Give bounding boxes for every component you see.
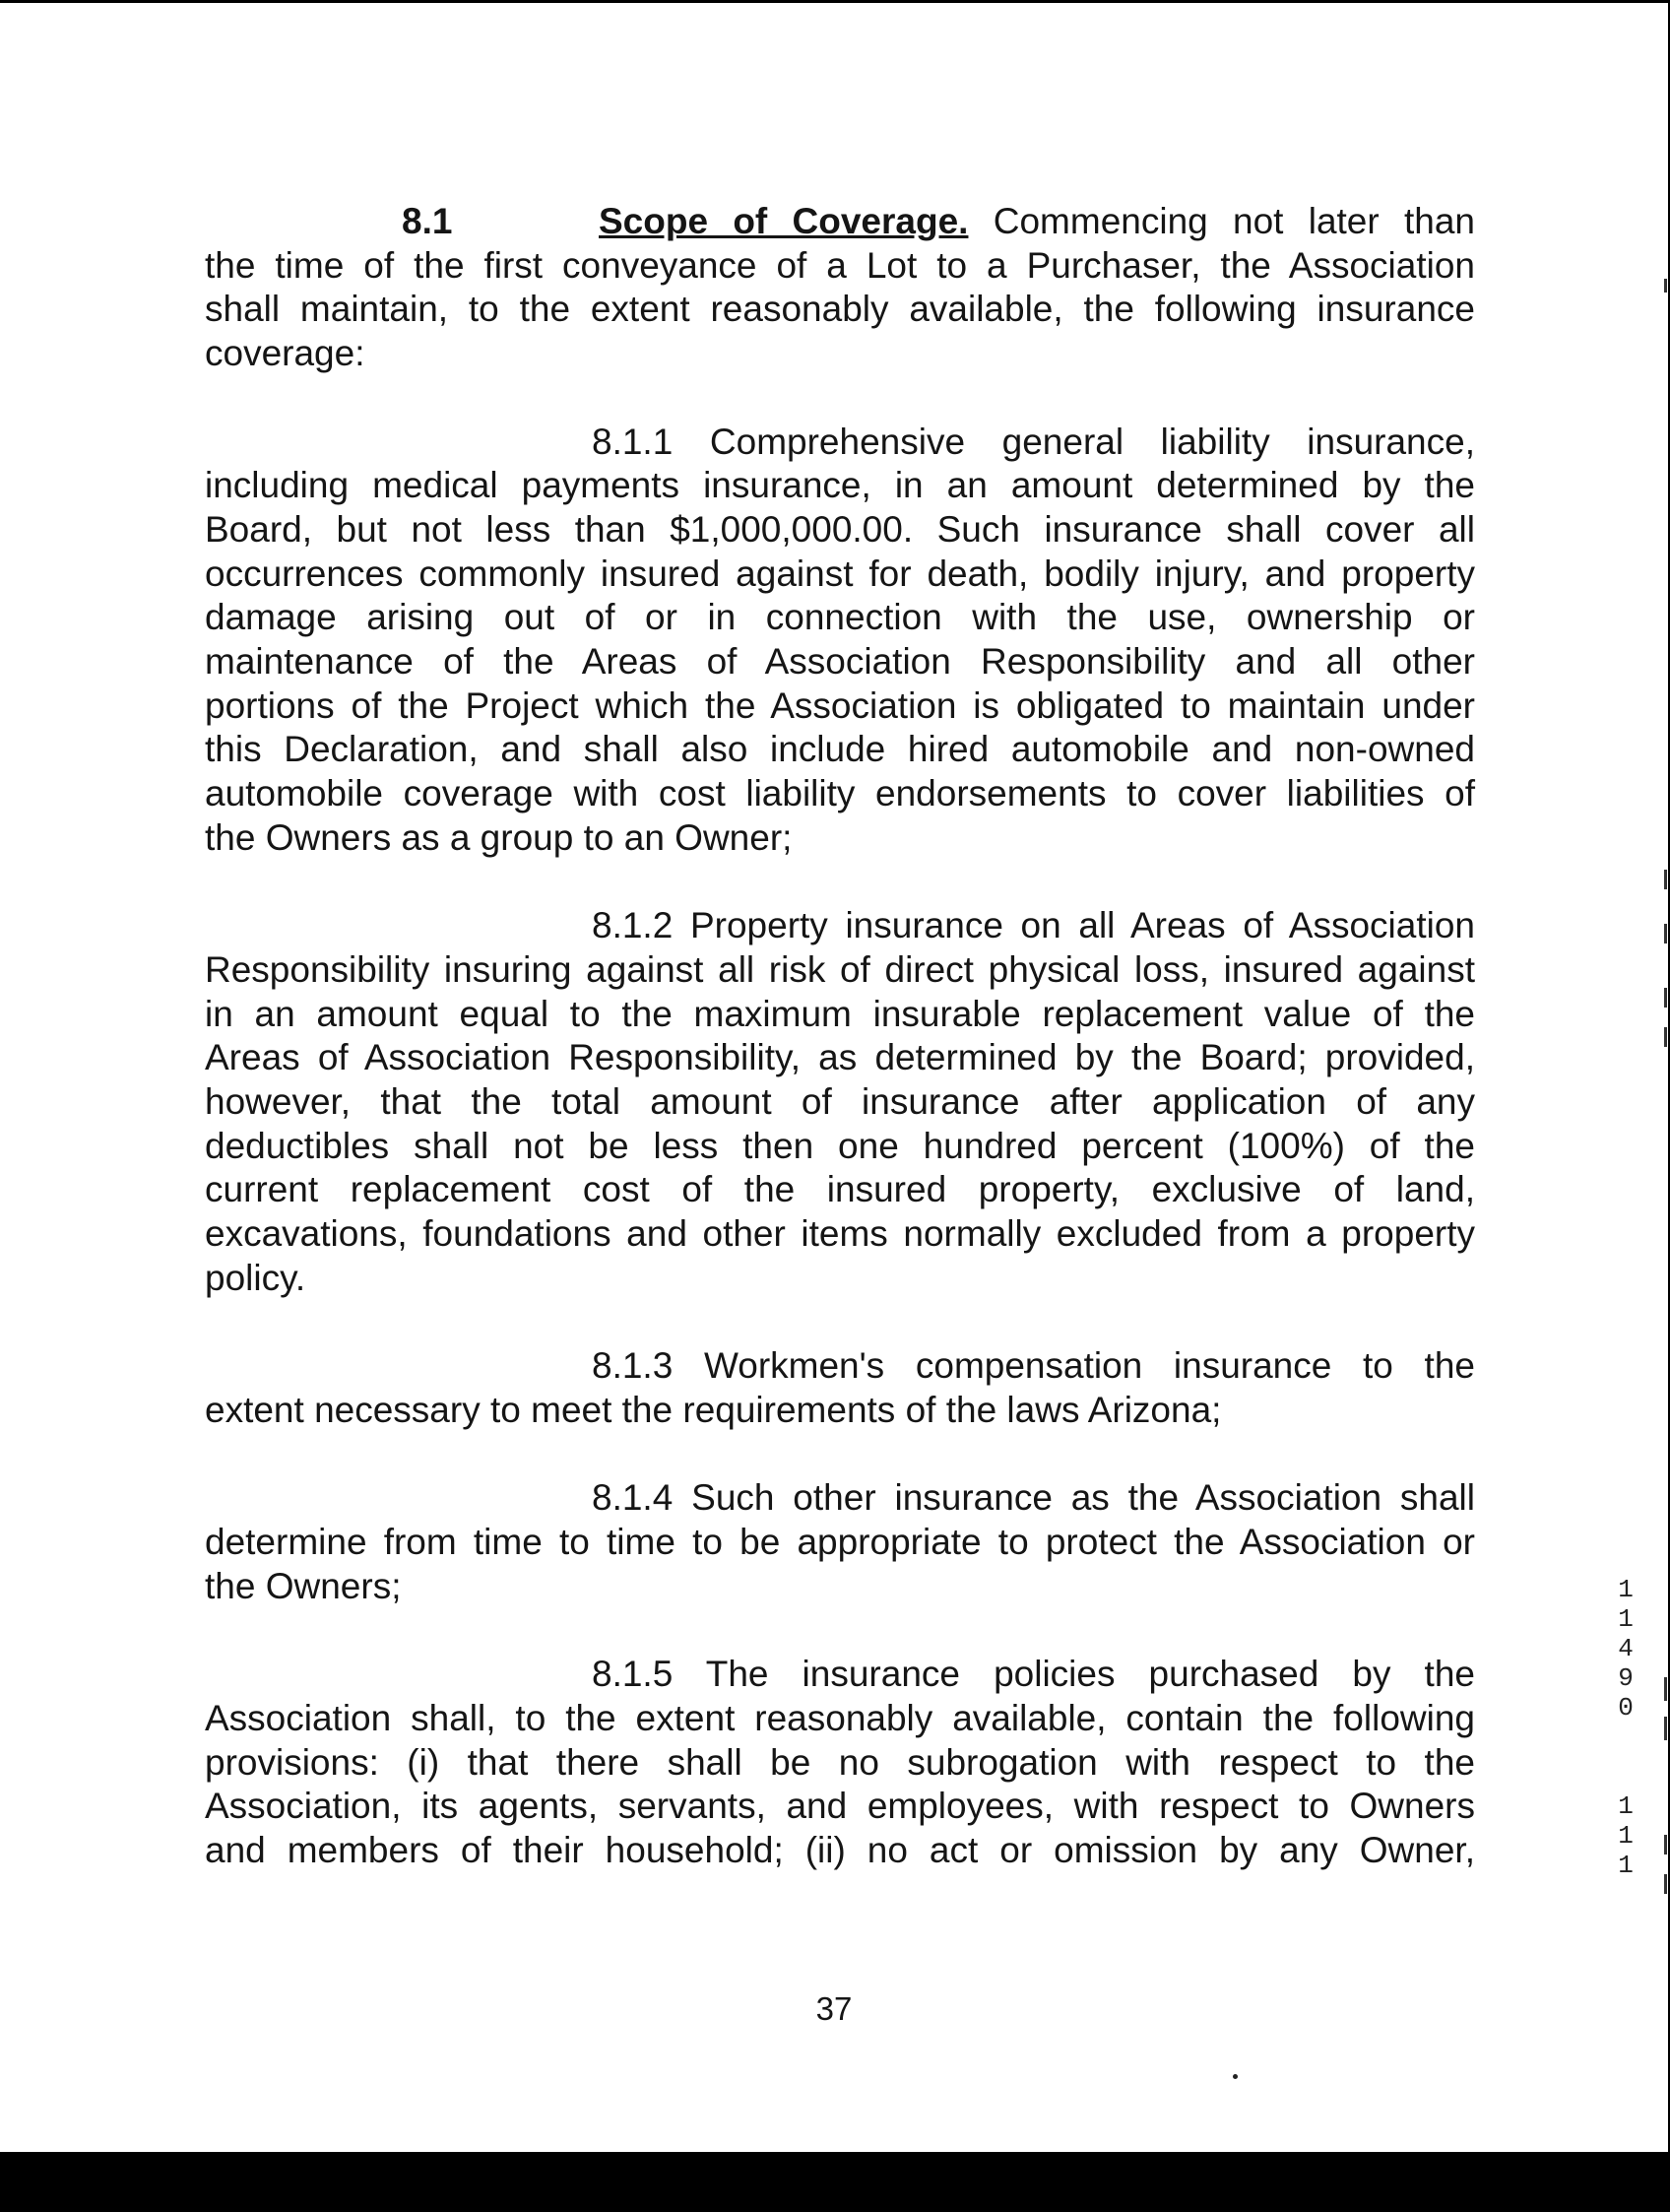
section-heading: Scope of Coverage. xyxy=(599,201,969,241)
text-line: provisions: (i) that there shall be no subrogation with respect to the xyxy=(205,1741,1475,1783)
stamp-digit: 1 xyxy=(1618,1791,1634,1821)
text-line: Association, its agents, servants, and employees, with respect to Owners xyxy=(205,1786,1475,1827)
text-line: Association shall, to the extent reasonably available, contain the following xyxy=(205,1697,1475,1738)
text-line: damage arising out of or in connection with the use, ownership or xyxy=(205,597,1475,638)
stamp-digit: 1 xyxy=(1618,1821,1634,1851)
document-page xyxy=(0,3,1668,2152)
scan-speck xyxy=(1233,2074,1238,2079)
text-line: the time of the first conveyance of a Lot to a Purchaser, the Association xyxy=(205,244,1475,286)
stamp-digit: 9 xyxy=(1618,1663,1634,1693)
text-line: Responsibility insuring against all risk of direct physical loss, insured against xyxy=(205,948,1475,990)
text-line: policy. xyxy=(205,1257,306,1298)
stamp-digit: 0 xyxy=(1618,1693,1634,1723)
text-line: including medical payments insurance, in an amount determined by the xyxy=(205,465,1475,506)
text-line: current replacement cost of the insured property, exclusive of land, xyxy=(205,1169,1475,1210)
scan-edge-mark xyxy=(1664,1677,1667,1701)
body-text xyxy=(205,200,1475,1873)
item-number: 8.1.1 xyxy=(592,421,674,462)
item-8-1-4: 8.1.4 Such other insurance as the Association shall determine from time to time to be appropriate to protect the Association or the Owners; xyxy=(205,1476,1475,1608)
stamp-digit: 4 xyxy=(1618,1634,1634,1663)
item-8-1-5: 8.1.5 The insurance policies purchased by the Association shall, to the extent reasonably available, contain the following provisions: (i) that there shall be no subrogation with respect to the Association, its agents, servants, and employees, with respect to Owners and members of their household; (ii) no act or omission by any Owner, xyxy=(205,1653,1475,1873)
text-line: maintenance of the Areas of Association Responsibility and all other xyxy=(205,641,1475,683)
scan-edge-mark xyxy=(1664,1717,1667,1740)
text-line: however, that the total amount of insurance after application of any xyxy=(205,1081,1475,1123)
scan-edge-mark xyxy=(1664,1027,1667,1047)
text-line: and members of their household; (ii) no act or omission by any Owner, xyxy=(205,1829,1475,1870)
scan-edge-mark xyxy=(1664,924,1667,943)
item-number: 8.1.5 xyxy=(592,1654,674,1695)
item-8-1-2: 8.1.2 Property insurance on all Areas of Association Responsibility insuring against all risk of direct physical loss, insured against in an amount equal to the maximum insurable replacement value of the Areas of Association Responsibility, as determined by the Board; provided, however, that the total amount of insurance after application of any deductibles shall not be less then one hundred percent (100%) of the current replacement cost of the insured property, exclusive of land, excavations, foundations and other items normally excluded from a property policy. xyxy=(205,904,1475,1300)
text-line: automobile coverage with cost liability endorsements to cover liabilities of xyxy=(205,773,1475,814)
text-line: Board, but not less than $1,000,000.00. Such insurance shall cover all xyxy=(205,508,1475,550)
text-line: excavations, foundations and other items normally excluded from a property xyxy=(205,1213,1475,1255)
section-8-1 xyxy=(205,200,1475,376)
item-number: 8.1.2 xyxy=(592,905,674,946)
stamp-digit: 1 xyxy=(1618,1851,1634,1880)
margin-stamp xyxy=(1611,1575,1640,1880)
text-line: determine from time to time to be appropriate to protect the Association or xyxy=(205,1522,1475,1563)
item-number: 8.1.3 xyxy=(592,1345,674,1387)
item-number: 8.1.4 xyxy=(592,1477,674,1519)
text-line: extent necessary to meet the requirements of the laws Arizona; xyxy=(205,1389,1222,1430)
stamp-digit: 1 xyxy=(1618,1575,1634,1604)
text-line: in an amount equal to the maximum insurable replacement value of the xyxy=(205,993,1475,1034)
text-line: the Owners; xyxy=(205,1565,402,1606)
text-line: this Declaration, and shall also include hired automobile and non-owned xyxy=(205,729,1475,770)
stamp-digit: 1 xyxy=(1618,1604,1634,1634)
scan-edge-mark xyxy=(1664,1835,1667,1854)
scan-edge-mark xyxy=(1664,988,1667,1008)
text-line: portions of the Project which the Association is obligated to maintain under xyxy=(205,684,1475,726)
section-number: 8.1 xyxy=(402,201,453,241)
text-line: coverage: xyxy=(205,333,365,374)
text-line: the Owners as a group to an Owner; xyxy=(205,816,793,858)
section-first-line: 8.1 Scope of Coverage. Commencing not later than xyxy=(205,200,1475,244)
text-line: shall maintain, to the extent reasonably available, the following insurance xyxy=(205,289,1475,330)
text-line: deductibles shall not be less then one hundred percent (100%) of the xyxy=(205,1125,1475,1166)
scan-edge-mark xyxy=(1664,279,1667,293)
page-number: 37 xyxy=(815,1990,853,2027)
text-line: occurrences commonly insured against for death, bodily injury, and property xyxy=(205,553,1475,594)
scan-edge-mark xyxy=(1664,1874,1667,1894)
item-8-1-1: 8.1.1 Comprehensive general liability insurance, including medical payments insurance, in an amount determined by the Board, but not less than $1,000,000.00. Such insurance shall cover all occurrences commonly insured against for death, bodily injury, and property damage arising out of or in connection with the use, ownership or maintenance of the Areas of Association Responsibility and all other portions of the Project which the Association is obligated to maintain under this Declaration, and shall also include hired automobile and non-owned automobile coverage with cost liability endorsements to cover liabilities of the Owners as a group to an Owner; xyxy=(205,421,1475,861)
item-8-1-3: 8.1.3 Workmen's compensation insurance to the extent necessary to meet the requirements of the laws Arizona; xyxy=(205,1344,1475,1432)
scan-edge-mark xyxy=(1664,870,1667,889)
text-line: Areas of Association Responsibility, as determined by the Board; provided, xyxy=(205,1037,1475,1078)
